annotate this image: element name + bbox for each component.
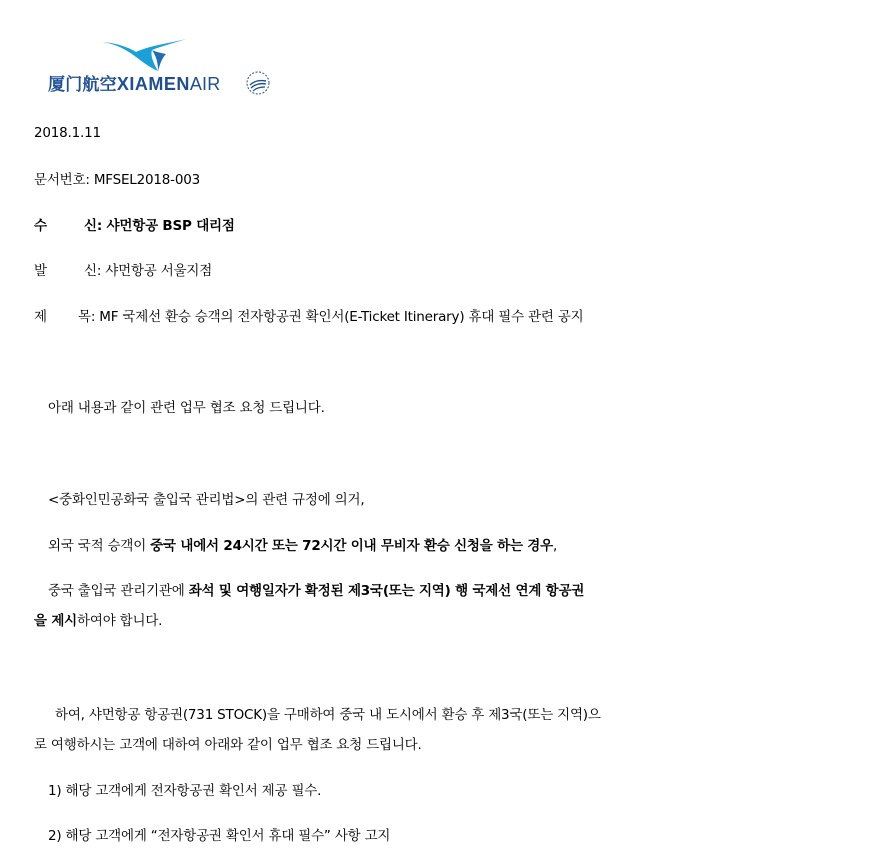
condition-trailing-text: , [552, 538, 558, 554]
sender-value: 샤먼항공 서울지점 [105, 263, 213, 279]
requirement-lead-text: 중국 출입국 관리기관에 [48, 583, 189, 599]
sender-label-first: 발 [34, 263, 47, 279]
document-number-value: MFSEL2018-003 [93, 172, 201, 188]
logo-wordmark [48, 74, 220, 95]
intro-paragraph: 아래 내용과 같이 관련 업무 협조 요청 드립니다. [48, 400, 325, 416]
ticket-requirement-line-2 [34, 612, 162, 630]
logo-english-xiamen: XIAMEN [116, 74, 190, 94]
list-item-provide-itinerary: 1) 해당 고객에게 전자항공권 확인서 제공 필수. [48, 783, 322, 799]
document-number-line [34, 171, 200, 189]
subject-label-first: 제 [34, 309, 47, 325]
condition-lead-text: 외국 국적 승객이 [48, 538, 151, 554]
request-paragraph-line-2: 로 여행하시는 고객에 대하여 아래와 같이 업무 협조 요청 드립니다. [34, 737, 422, 753]
recipient-label-second: 신: [84, 218, 107, 234]
requirement-trailing-text: 하여야 합니다. [77, 613, 163, 629]
logo-english-air: AIR [189, 74, 221, 94]
requirement-bold-continuation: 을 제시 [34, 613, 78, 629]
recipient-line [34, 217, 235, 235]
subject-label-second: 목: [78, 309, 100, 325]
visa-free-condition-paragraph [48, 537, 557, 555]
recipient-value: 샤먼항공 BSP 대리점 [106, 218, 235, 234]
list-item-notify-customer: 2) 해당 고객에게 “전자항공권 확인서 휴대 필수” 사항 고지 [48, 828, 391, 844]
sender-line [34, 262, 212, 280]
document-number-label: 문서번호: [34, 172, 94, 188]
ticket-requirement-line-1 [48, 582, 584, 600]
logo-chinese-name: 厦门航空 [48, 75, 117, 94]
subject-line [34, 308, 583, 326]
skyteam-seal-icon [245, 70, 271, 96]
request-paragraph-line-1: 하여, 샤먼항공 항공권(731 STOCK)을 구매하여 중국 내 도시에서 환승 후 제3국(또는 지역)으 [55, 707, 601, 723]
sender-label-second: 신: [84, 263, 106, 279]
requirement-bold-text: 좌석 및 여행일자가 확정된 제3국(또는 지역) 행 국제선 연계 항공권 [188, 583, 585, 599]
xiamen-air-logo [48, 36, 278, 98]
egret-bird-icon [100, 38, 188, 72]
subject-value: MF 국제선 환승 승객의 전자항공권 확인서(E-Ticket Itinerary) 휴대 필수 관련 공지 [99, 309, 584, 325]
regulation-paragraph: <중화인민공화국 출입국 관리법>의 관련 규정에 의거, [48, 492, 365, 508]
condition-bold-text: 중국 내에서 24시간 또는 72시간 이내 무비자 환승 신청을 하는 경우 [150, 538, 553, 554]
document-date: 2018.1.11 [34, 125, 101, 141]
recipient-label-first: 수 [34, 218, 47, 234]
